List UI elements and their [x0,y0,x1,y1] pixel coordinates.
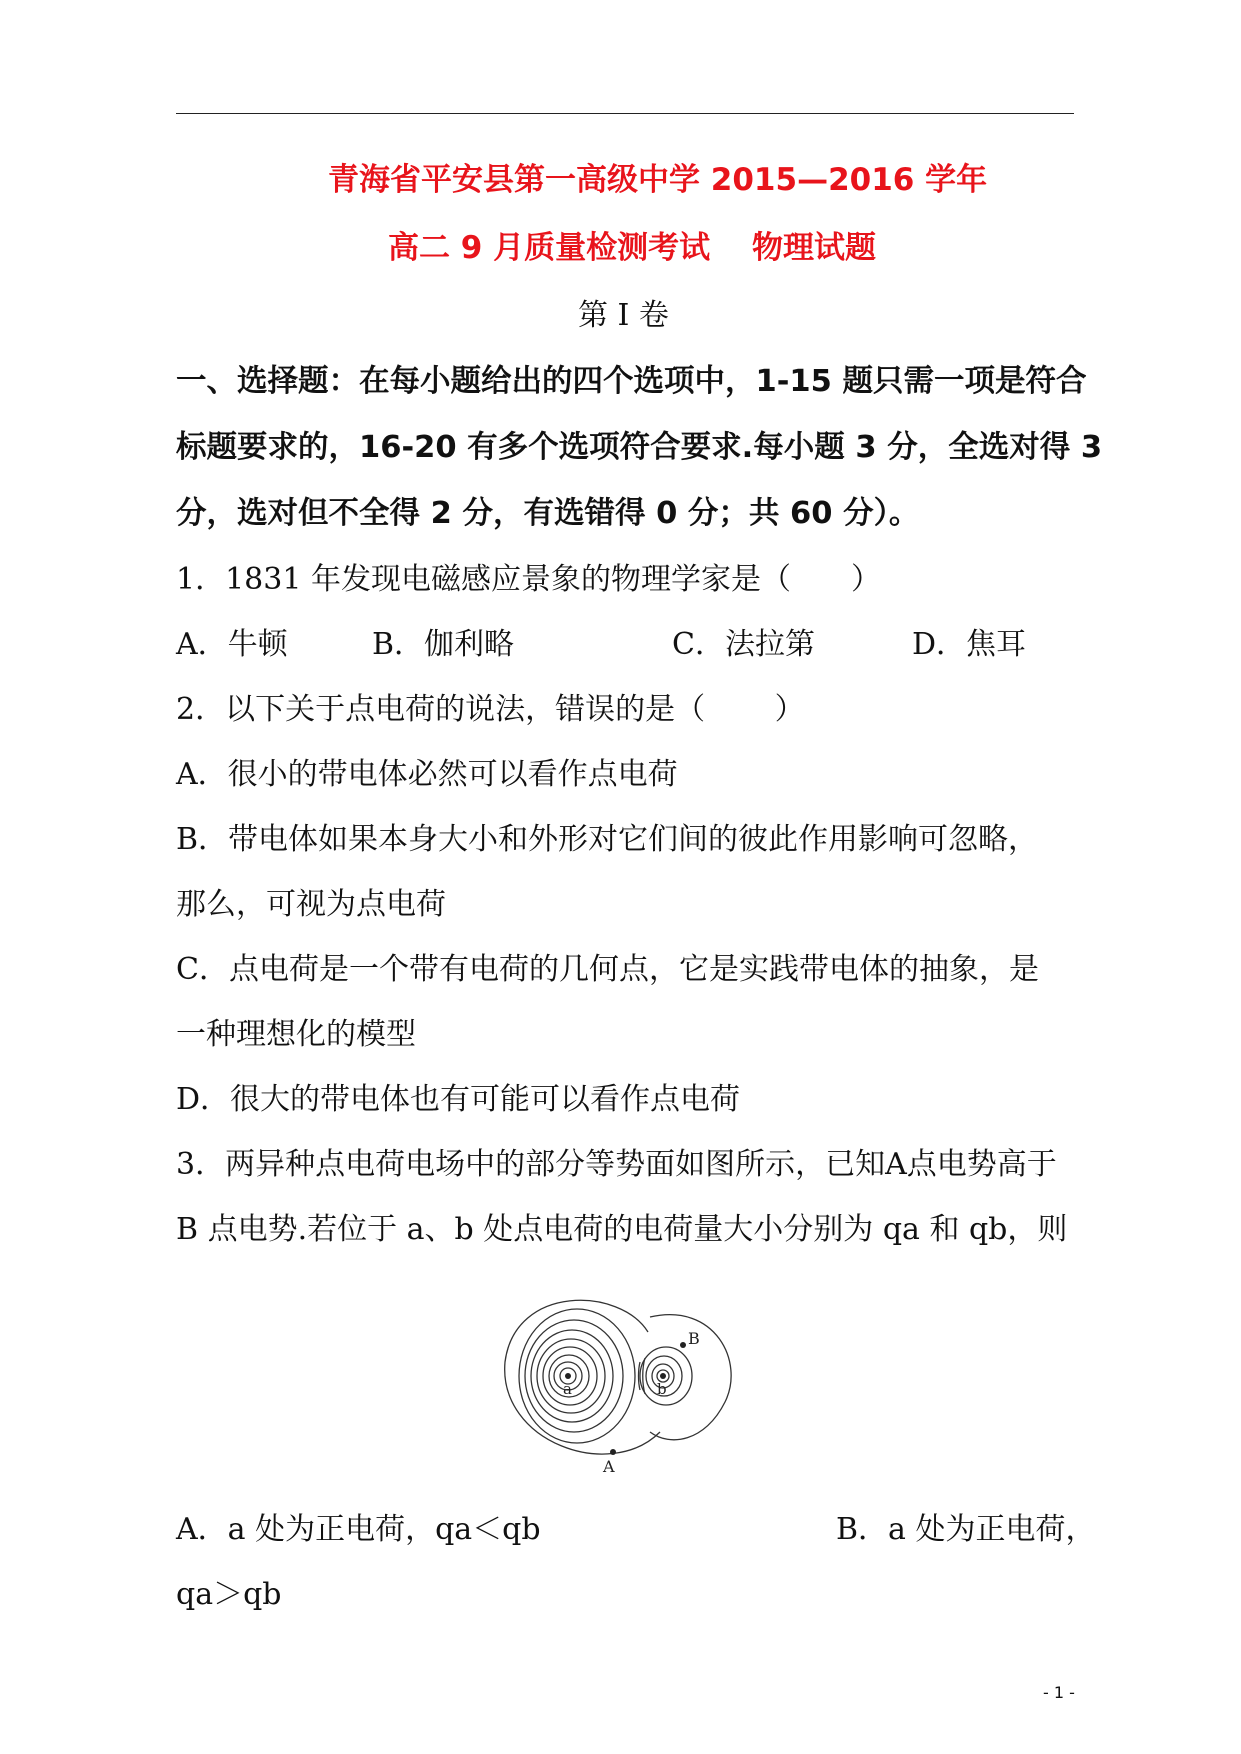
question-3-stem-line1: 3．两异种点电荷电场中的部分等势面如图所示，已知A点电势高于 [176,1147,1057,1182]
document-title-line1: 青海省平安县第一高级中学 2015—2016 学年 [328,162,988,198]
figure-label-A: A [603,1457,615,1476]
section-instructions-line1: 一、选择题：在每小题给出的四个选项中，1-15 题只需一项是符合 [176,364,1087,399]
section-instructions-line2: 标题要求的，16-20 有多个选项符合要求.每小题 3 分，全选对得 3 [176,430,1103,465]
question-2-option-d: D．很大的带电体也有可能可以看作点电荷 [176,1082,741,1117]
question-3-option-a: A．a 处为正电荷，qa＜qb [176,1512,541,1547]
question-1-stem: 1．1831 年发现电磁感应景象的物理学家是（ ） [176,562,881,597]
charge-b-marker [660,1373,666,1379]
question-1-option-d: D．焦耳 [912,627,1027,662]
question-2-option-a: A．很小的带电体必然可以看作点电荷 [176,757,678,792]
figure-label-B: B [688,1329,700,1348]
question-2-option-c-line1: C．点电荷是一个带有电荷的几何点，它是实践带电体的抽象，是 [176,952,1039,987]
question-3-stem-line2: B 点电势.若位于 a、b 处点电荷的电荷量大小分别为 qa 和 qb，则 [176,1212,1068,1247]
point-A-marker [610,1449,616,1455]
equipotential-figure [500,1292,740,1476]
question-2-stem: 2．以下关于点电荷的说法，错误的是（ ） [176,692,805,727]
section-instructions-line3: 分，选对但不全得 2 分，有选错得 0 分；共 60 分）。 [176,496,920,531]
charge-a-marker [565,1373,571,1379]
document-title-line2: 高二 9 月质量检测考试 物理试题 [388,230,876,266]
page-number: - 1 - [1043,1683,1075,1702]
question-1-option-b: B．伽利略 [372,627,515,662]
question-1-option-c: C．法拉第 [672,627,815,662]
volume-label: 第 I 卷 [578,298,669,333]
figure-label-b: b [657,1380,667,1398]
point-B-marker [680,1342,686,1348]
question-3-option-b-line1: B．a 处为正电荷， [836,1512,1096,1547]
question-2-option-b-line1: B．带电体如果本身大小和外形对它们间的彼此作用影响可忽略， [176,822,1039,857]
question-2-option-b-line2: 那么，可视为点电荷 [176,887,446,922]
header-rule [176,113,1074,114]
figure-label-a: a [563,1380,572,1398]
question-3-option-b-line2: qa＞qb [176,1577,282,1612]
question-1-option-a: A．牛顿 [176,627,288,662]
question-2-option-c-line2: 一种理想化的模型 [176,1017,416,1052]
